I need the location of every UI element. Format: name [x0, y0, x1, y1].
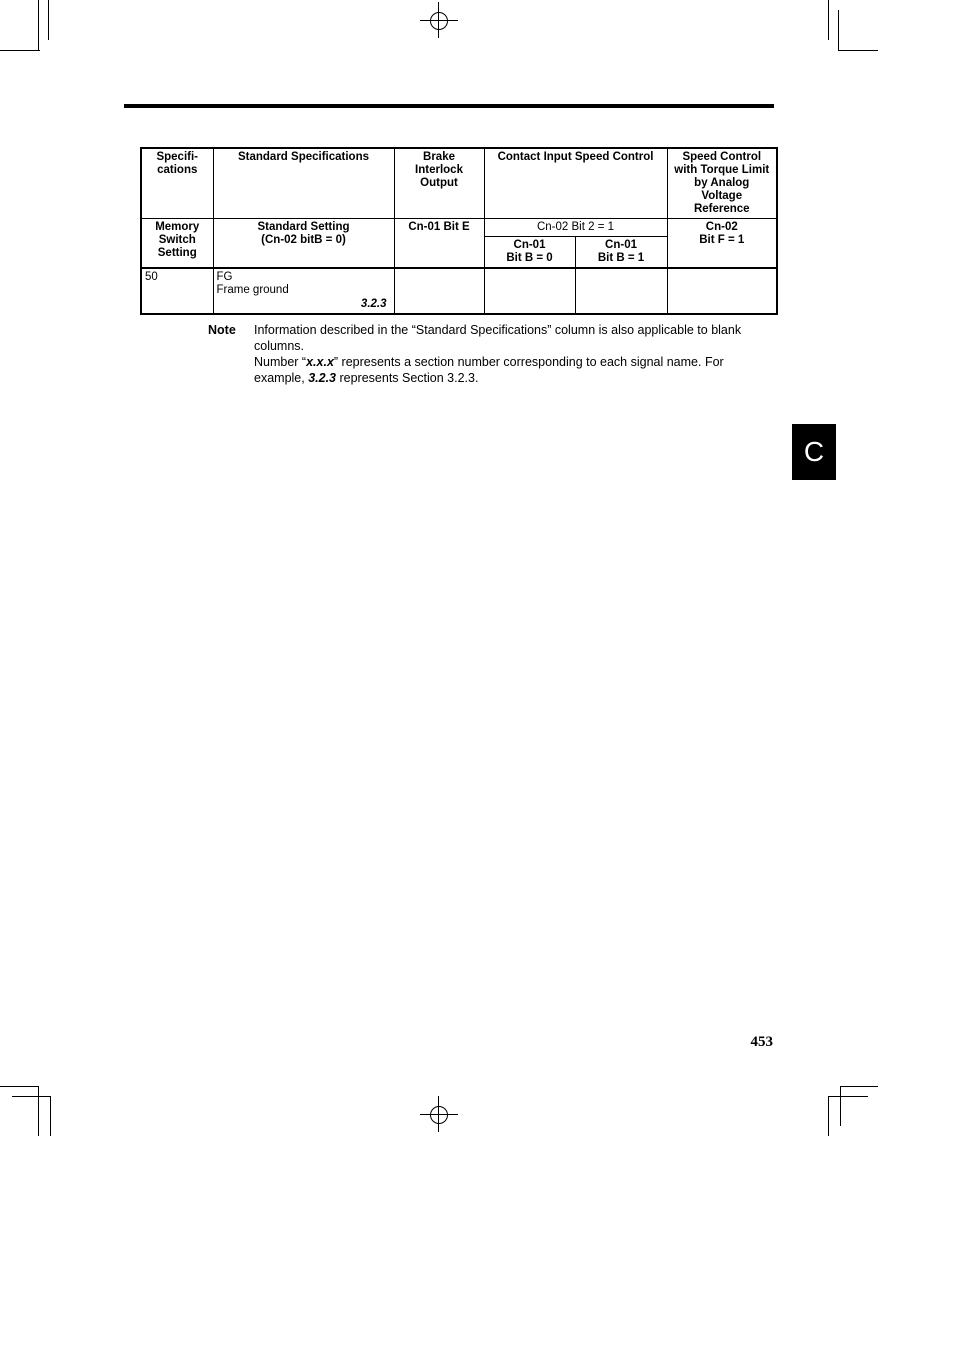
table-header-row [141, 148, 777, 219]
note-label: Note [208, 323, 236, 337]
row-blank-brake [394, 268, 484, 314]
header-standard-setting: Standard Setting (Cn-02 bitB = 0) [213, 219, 394, 269]
header-brake-interlock: Brake Interlock Output [394, 148, 484, 219]
row-section-ref: 3.2.3 [360, 298, 387, 310]
specifications-table [140, 147, 778, 315]
header-cn02-bit2: Cn-02 Bit 2 = 1 [484, 219, 667, 237]
header-specifications: Specifi- cations [141, 148, 213, 219]
header-speed-control-torque: Speed Control with Torque Limit by Analog Voltage Reference [667, 148, 777, 219]
note-code: x.x.x [306, 355, 334, 369]
row-signal-cell [213, 268, 394, 314]
header-rule [124, 104, 774, 108]
row-signal: FG [216, 271, 233, 283]
header-standard-specifications: Standard Specifications [213, 148, 394, 219]
row-description: Frame ground [216, 284, 289, 296]
page-number: 453 [750, 1034, 773, 1050]
note-text [254, 322, 774, 386]
row-number: 50 [141, 268, 213, 314]
header-cn01-bitb0: Cn-01 Bit B = 0 [484, 237, 575, 269]
row-blank-bitb0 [484, 268, 575, 314]
note-ref: 3.2.3 [308, 371, 337, 385]
row-blank-bitb1 [575, 268, 667, 314]
note-line-1: Information described in the “Standard Specifications” column is also applicable to blank columns. [254, 323, 742, 353]
header-cn01-bit-e: Cn-01 Bit E [394, 219, 484, 269]
table-row [141, 268, 777, 314]
header-contact-input: Contact Input Speed Control [484, 148, 667, 219]
row-blank-bitf [667, 268, 777, 314]
header-memory-switch: Memory Switch Setting [141, 219, 213, 269]
appendix-tab: C [792, 424, 836, 480]
header-cn02-bitf: Cn-02 Bit F = 1 [667, 219, 777, 269]
header-cn01-bitb1: Cn-01 Bit B = 1 [575, 237, 667, 269]
table-subheader-row [141, 219, 777, 237]
note-line-2: Number “x.x.x” represents a section number corresponding to each signal name. For example, 3.2.3 represents Section 3.2.3. [254, 355, 724, 385]
